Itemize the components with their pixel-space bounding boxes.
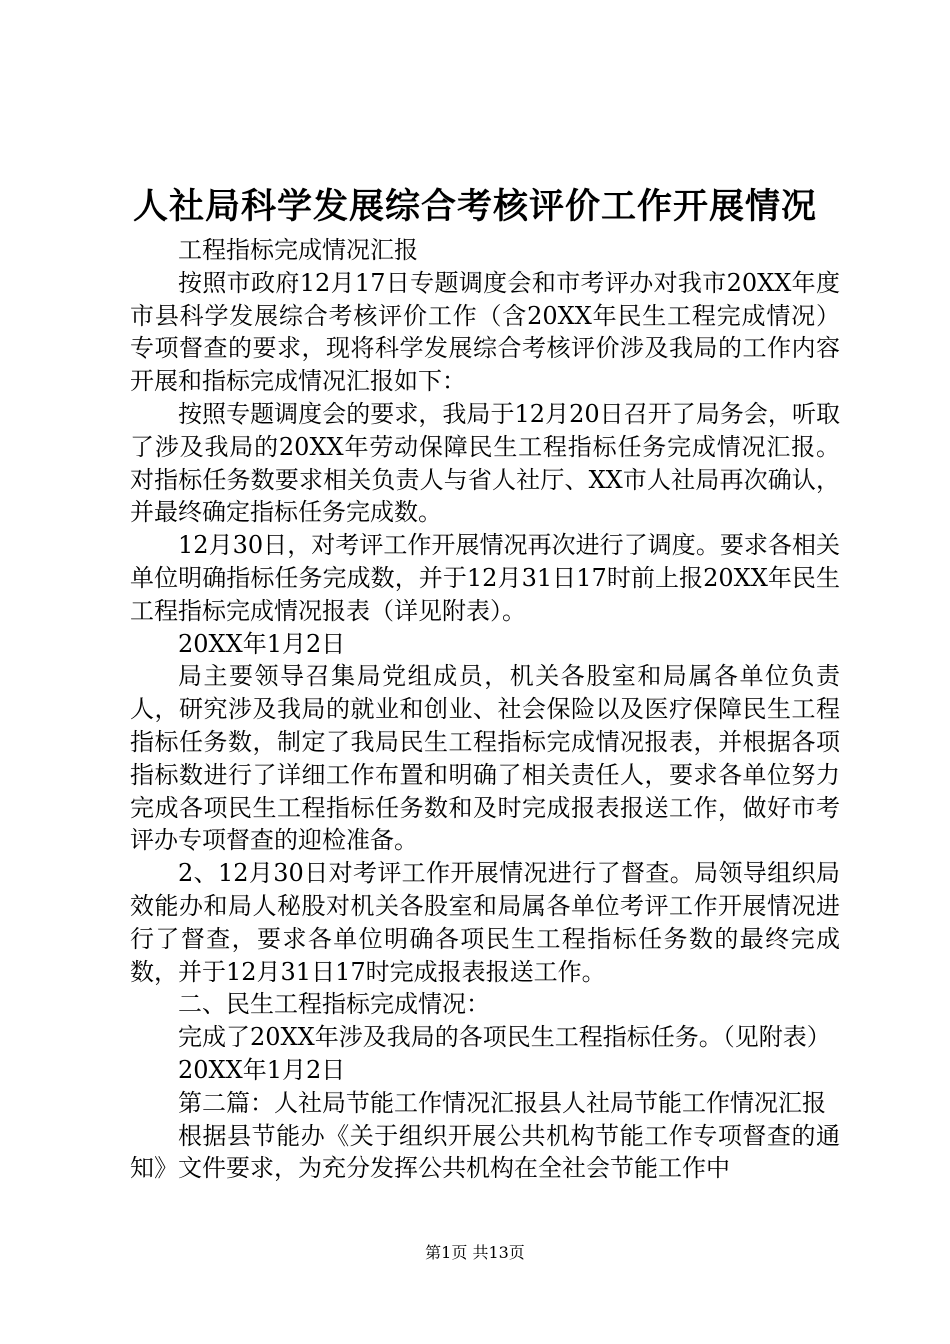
- paragraph: 按照专题调度会的要求，我局于12月20日召开了局务会，听取了涉及我局的20XX年劳动保障民生工程指标任务完成情况汇报。对指标任务数要求相关负责人与省人社厅、XX市人社局再次确认，并最终确定指标任务完成数。: [130, 399, 840, 527]
- paragraph: 12月30日，对考评工作开展情况再次进行了调度。要求各相关单位明确指标任务完成数，并于12月31日17时前上报20XX年民生工程指标完成情况报表（详见附表）。: [130, 531, 840, 625]
- paragraph: 完成了20XX年涉及我局的各项民生工程指标任务。（见附表）: [178, 1023, 831, 1052]
- page-number-footer: 第1页 共13页: [425, 1243, 525, 1262]
- section-heading: 二、民生工程指标完成情况：: [178, 990, 490, 1019]
- paragraph: 2、12月30日对考评工作开展情况进行了督查。局领导组织局效能办和局人秘股对机关各股室和局属各单位考评工作开展情况进行了督查，要求各单位明确各项民生工程指标任务数的最终完成数，并于12月31日17时完成报表报送工作。: [130, 859, 840, 986]
- page-title: 人社局科学发展综合考核评价工作开展情况: [132, 186, 817, 227]
- paragraph: 工程指标完成情况汇报: [178, 236, 418, 264]
- date-line: 20XX年1月2日: [178, 629, 346, 658]
- document-body: [130, 234, 840, 1185]
- paragraph: 局主要领导召集局党组成员，机关各股室和局属各单位负责人，研究涉及我局的就业和创业、社会保险以及医疗保障民生工程指标任务数，制定了我局民生工程指标完成情况报表，并根据各项指标数进行了详细工作布置和明确了相关责任人，要求各单位努力完成各项民生工程指标任务数和及时完成报表报送工作，做好市考评办专项督查的迎检准备。: [130, 662, 840, 855]
- section-heading: 第二篇：人社局节能工作情况汇报县人社局节能工作情况汇报: [178, 1088, 826, 1117]
- date-line: 20XX年1月2日: [178, 1055, 346, 1084]
- paragraph: 根据县节能办《关于组织开展公共机构节能工作专项督查的通知》文件要求，为充分发挥公共机构在全社会节能工作中: [130, 1121, 840, 1183]
- paragraph: 按照市政府12月17日专题调度会和市考评办对我市20XX年度市县科学发展综合考核评价工作（含20XX年民生工程完成情况）专项督查的要求，现将科学发展综合考核评价涉及我局的工作内容开展和指标完成情况汇报如下：: [130, 268, 840, 396]
